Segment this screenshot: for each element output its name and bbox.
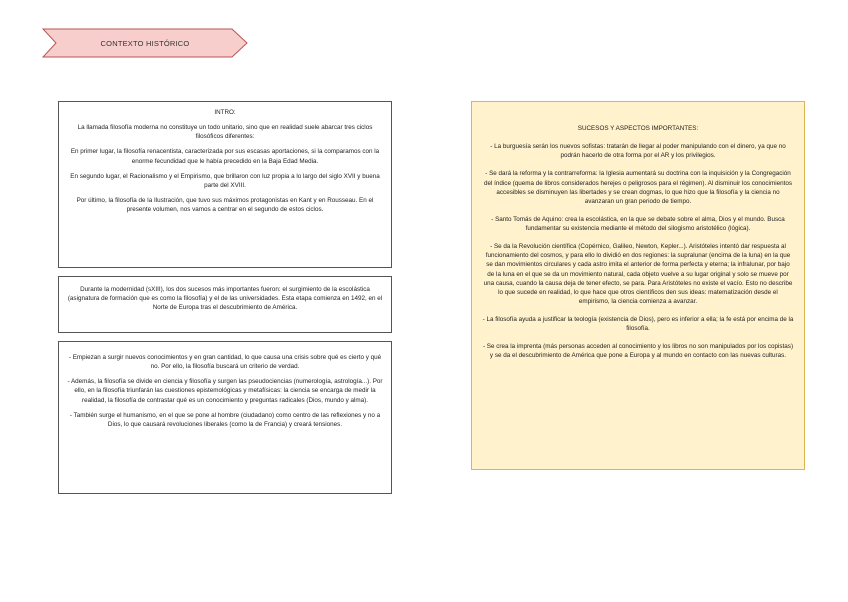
modernity-text: Durante la modernidad (sXIII), los dos sucesos más importantes fueron: el surgimiento de la escolástica (asignatura de formación que es como la filosofía) y el de las universidades. Esta etapa comienza en 1492, en el Norte de Europa tras el descubrimiento de América. bbox=[67, 286, 383, 312]
events-box bbox=[471, 101, 805, 470]
events-paragraph: - Se dará la reforma y la contrarreforma: la Iglesia aumentará su doctrina con la inquisición y la Congregación del índice (quema de libros considerados herejes o peligrosos para el régimen). Al disminuir los conocimientos accesibles se disminuyen las libertades y se crean dogmas, lo que hizo que la filosofía y la ciencia no avanzaran un gran periodo de tiempo. bbox=[483, 170, 792, 205]
events-paragraph: - Se da la Revolución científica (Copérnico, Galileo, Newton, Kepler...). Aristóteles intentó dar respuesta al funcionamiento del cosmos, y para ello lo dividió en dos regiones: la supralunar (encima de la luna) en la que se dan movimientos circulares y cada astro imita el anterior de forma perfecta y eterna; la infralunar, por bajo de la luna en el que se da un movimiento natural, cada objeto vuelve a su lugar original y solo se mueve por una causa, cuando la causa deja de tener efecto, se para. Para Aristóteles no existe el vacío. Esto no describe lo que sucede en realidad, lo que hace que otros científicos den sus ideas: matematización desde el empirismo, la ciencia comienza a avanzar. bbox=[483, 243, 793, 305]
changes-paragraph: - También surge el humanismo, en el que se pone al hombre (ciudadano) como centro de las reflexiones y no a Dios, lo que causará revoluciones liberales (como la de Francia) y creará tensiones. bbox=[69, 411, 381, 428]
events-heading: SUCESOS Y ASPECTOS IMPORTANTES: bbox=[577, 125, 699, 132]
events-paragraph: - Santo Tomás de Aquino: crea la escolástica, en la que se debate sobre el alma, Dios y el mundo. Busca fundamentar su existencia mediante el método del silogismo aristotélico (lógica). bbox=[491, 215, 785, 232]
events-paragraph: - La burguesía serán los nuevos sofistas: tratarán de llegar al poder manipulando con el dinero, ya que no podrán hacerlo de otra forma por el AR y los privilegios. bbox=[490, 143, 786, 160]
context-banner bbox=[42, 28, 248, 58]
intro-paragraph: En primer lugar, la filosofía renacentista, caracterizada por sus escasas aportaciones, si la comparamos con la enorme fecundidad que le había precedido en la Baja Edad Media. bbox=[70, 148, 380, 165]
changes-paragraph: - Empiezan a surgir nuevos conocimientos y en gran cantidad, lo que causa una crisis sobre qué es cierto y qué no. Por ello, la filosofía buscará un criterio de verdad. bbox=[68, 354, 382, 371]
intro-paragraph: Por último, la filosofía de la Ilustración, que tuvo sus máximos protagonistas en Kant y en Rousseau. En el presente volumen, nos vamos a centrar en el segundo de estos ciclos. bbox=[76, 196, 374, 213]
events-paragraph: - Se crea la imprenta (más personas acceden al conocimiento y los libros no son manipulados por los copistas) y se da el descubrimiento de América que pone a Europa y al mundo en contacto con las nuevas culturas. bbox=[482, 343, 794, 360]
events-paragraph: - La filosofía ayuda a justificar la teología (existencia de Dios), pero es inferior a ella; la fe está por encima de la filosofía. bbox=[482, 316, 794, 333]
changes-box bbox=[58, 341, 392, 494]
modernity-box bbox=[58, 276, 392, 333]
intro-box bbox=[58, 101, 392, 268]
banner-title: CONTEXTO HISTÓRICO bbox=[100, 38, 190, 48]
intro-paragraph: En segundo lugar, el Racionalismo y el Empirismo, que brillaron con luz propia a lo largo del siglo XVII y buena parte del XVIII. bbox=[70, 172, 380, 189]
intro-paragraph: La llamada filosofía moderna no constituye un todo unitario, sino que en realidad suele abarcar tres ciclos filosóficos diferentes: bbox=[77, 124, 373, 141]
intro-heading: INTRO: bbox=[214, 109, 236, 116]
changes-paragraph: - Además, la filosofía se divide en ciencia y filosofía y surgen las pseudociencias (numerología, astrología...). Por ello, en la filosofía triunfarán las cuestiones epistemológicas y metafísicas: la ciencia se encarga de medir la realidad, la filosofía de contrastar qué es un conocimiento y preguntas radicales (Dios, mundo y alma). bbox=[67, 378, 383, 404]
